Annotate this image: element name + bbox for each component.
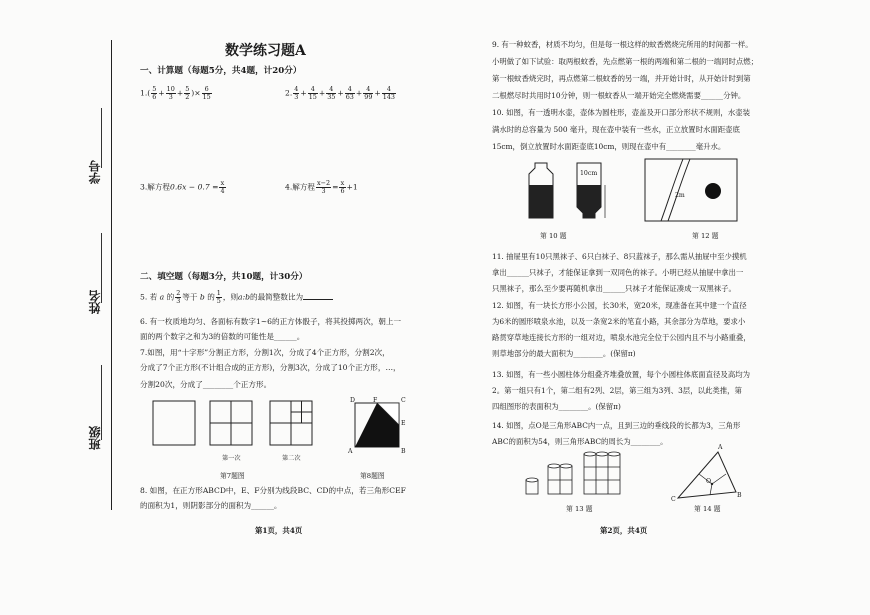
name-label: 姓名 — [88, 290, 102, 314]
footer-left: 第1页，共4页 — [255, 526, 303, 535]
fig8-label-f: F — [373, 397, 378, 404]
part2-heading: 二、填空题（每题3分，共10题，计30分） — [140, 272, 308, 282]
question-14-line2: ABC的面积为54，则三角形ABC的周长为________。 — [492, 437, 668, 446]
question-7-line2: 分成了7个正方形(不计组合成的正方形)，分割3次，分成了10个正方形，…， — [140, 363, 401, 372]
question-8-line2: 的面积为1，则阴影部分的面积为______。 — [140, 501, 282, 510]
class-label: 班级 — [88, 426, 102, 450]
fig10-caption: 第 10 题 — [540, 232, 567, 240]
question-1: 1.( $\frac{5}{6}$ + $\frac{10}{3}$ + $\frac{5}{2}$ )× $\frac{6}{15}$ — [140, 85, 211, 101]
student-id-underline — [101, 108, 102, 168]
binding-line — [111, 40, 112, 510]
question-9-line3: 第一根蚊香烧完时，再点燃第二根蚊香的另一端，并开始计时，从开始计时到第 — [492, 74, 751, 83]
question-13-line1: 13. 如图，有一些小圆柱体分组叠齐堆叠放置，每个小圆柱体底面直径及高均为 — [492, 370, 750, 379]
q3-expr: 0.6x − 0.7 = — [170, 182, 219, 192]
q4-tail: +1 — [346, 182, 358, 192]
fig14-label-a: A — [718, 444, 723, 451]
figure-10 — [525, 160, 625, 224]
question-9-line4: 二根燃尽时共用时10分钟，则一根蚊香从一端开始完全燃烧需要______分钟。 — [492, 91, 746, 100]
question-12-line4: 则草地部分的最大面积为________。(保留π) — [492, 349, 636, 358]
fig7-sub-second: 第二次 — [282, 455, 301, 462]
question-7-line3: 分割20次，分成了________个正方形。 — [140, 380, 272, 389]
fig8-label-c: C — [401, 397, 406, 404]
question-6-line1: 6. 有一枚质地均匀、各面标有数字1~6的正方体骰子，将其投掷两次，朝上一 — [140, 317, 402, 326]
question-10-line3: 15cm，倒立放置时水面距壶底10cm，则现在壶中有________毫升水。 — [492, 142, 726, 151]
question-9-line2: 小明做了如下试验：取两根蚊香，先点燃第一根的两端和第二根的一端同时点燃； — [492, 57, 759, 66]
fig12-label: 2m — [675, 192, 685, 199]
question-10-line1: 10. 如图，有一透明水壶，壶体为圆柱形，壶盖及开口部分形状不规则，水壶装 — [492, 108, 750, 117]
fig7-sub-first: 第一次 — [222, 455, 241, 462]
q1-frac-3: $\frac{5}{2}$ — [185, 85, 190, 101]
part1-heading: 一、计算题（每题5分，共4题，计20分） — [140, 66, 302, 76]
student-id-label: 学号 — [88, 160, 102, 184]
figure-13 — [522, 452, 662, 502]
fig14-label-b: B — [737, 492, 742, 499]
figure-7 — [150, 400, 353, 460]
question-7-line1: 7.如图，用“十字形”分割正方形，分割1次，分成了4个正方形，分割2次， — [140, 348, 390, 357]
fig14-label-o: O — [706, 478, 712, 485]
q4-label: 4.解方程 — [285, 182, 316, 192]
question-6-line2: 面的两个数字之和为3的倍数的可能性是______。 — [140, 332, 305, 341]
footer-right: 第2页，共4页 — [600, 526, 648, 535]
question-13-line3: 四组图形的表面积为________。(保留π) — [492, 402, 621, 411]
q1-times: × — [194, 88, 201, 98]
question-8-line1: 8. 如图，在正方形ABCD中，E、F分别为线段BC、CD的中点，若三角形CEF — [140, 486, 406, 495]
fig8-label-b: B — [401, 448, 406, 455]
question-2: 2. $\frac{4}{3}$ + $\frac{4}{15}$ + $\frac{4}{35}$ + $\frac{4}{63}$ + $\frac{4}{99}$ + $\frac{4}{143}$ — [285, 85, 395, 101]
question-10-line2: 满水时的总容量为 500 毫升，现在壶中装有一些水，正立放置时水面距壶底 — [492, 125, 740, 134]
question-14-line1: 14. 如图，点O是三角形ABC内一点，且到三边的垂线段的长都为3，三角形 — [492, 421, 741, 430]
fig12-caption: 第 12 题 — [692, 232, 719, 240]
question-13-line2: 2。第一组只有1个，第二组有2列、2层，第三组为3列、3层，以此类推，第 — [492, 386, 742, 395]
figure-8 — [348, 400, 408, 460]
q1-frac-1: $\frac{5}{6}$ — [152, 85, 157, 101]
fig8-caption: 第8题图 — [360, 472, 385, 480]
question-12-line3: 路贯穿草地连接长方形的一组对边，喷泉水池完全位于公园内且不与小路重叠， — [492, 333, 751, 342]
question-5: 5. 若 a 的 $\frac{2}{3}$ 等于 b 的 $\frac{1}{5}$ ，则a:b的最简整数比为 — [140, 290, 333, 305]
question-9-line1: 9. 有一种蚊香，材质不均匀，但是每一根这样的蚊香燃烧完所用的时间都一样。 — [492, 40, 753, 49]
fig8-label-a: A — [348, 448, 353, 455]
question-11-line2: 拿出______只袜子，才能保证拿到一双同色的袜子。小明已经从抽屉中拿出一 — [492, 268, 744, 277]
question-12-line1: 12. 如图，有一块长方形小公园，长30米，宽20米，现准备在其中建一个直径 — [492, 301, 747, 310]
fig7-caption: 第7题图 — [220, 472, 245, 480]
fig13-caption: 第 13 题 — [566, 505, 593, 513]
fig10-label: 10cm — [580, 170, 598, 177]
fig8-label-d: D — [350, 397, 355, 404]
fig14-caption: 第 14 题 — [694, 505, 721, 513]
question-11-line1: 11. 抽屉里有10只黑袜子、6只白袜子、8只蓝袜子，那么需从抽屉中至少摸机 — [492, 252, 747, 261]
q3-label: 3.解方程 — [140, 182, 171, 192]
page-title: 数学练习题A — [225, 43, 306, 59]
question-3: 3.解方程0.6x − 0.7 = $\frac{x}{4}$ — [140, 179, 225, 195]
figure-12 — [643, 157, 743, 225]
q1-frac-2: $\frac{10}{3}$ — [166, 85, 175, 101]
question-4: 4.解方程 $\frac{x-2}{3}$ = $\frac{x}{6}$ +1 — [285, 179, 358, 195]
q1-frac-4: $\frac{6}{15}$ — [202, 85, 211, 101]
question-11-line3: 只黑袜子，那么至少要再随机拿出______只袜子才能保证凑成一双黑袜子。 — [492, 284, 736, 293]
fig14-label-c: C — [671, 496, 676, 503]
question-12-line2: 为6米的圆形喷泉水池，以及一条宽2米的笔直小路，其余部分为草地，要求小 — [492, 317, 746, 326]
q1-number: 1. — [140, 88, 148, 98]
fig8-label-e: E — [401, 420, 406, 427]
q2-number: 2. — [285, 88, 293, 98]
